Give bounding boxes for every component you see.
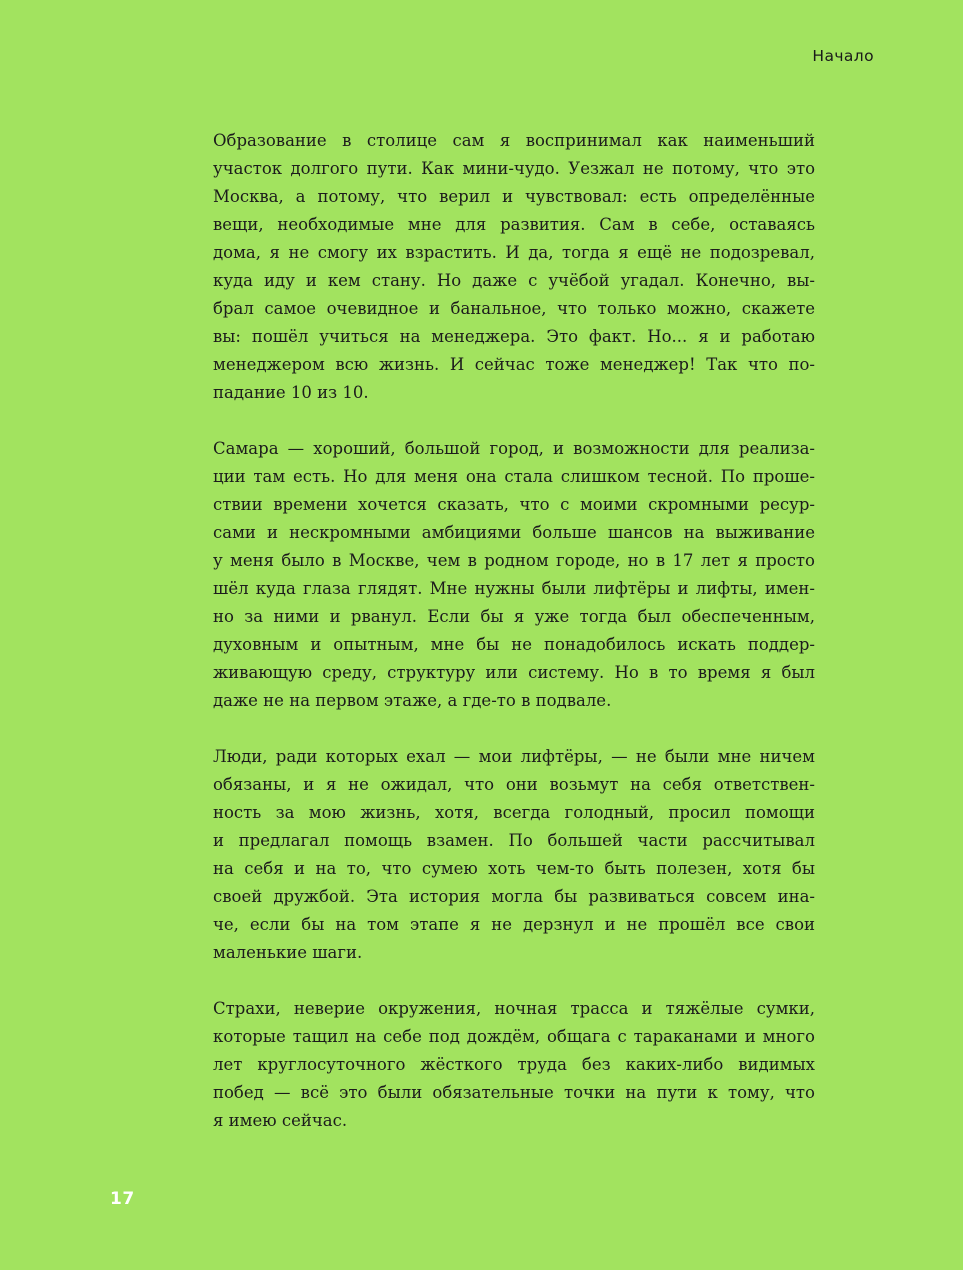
text-line: падание 10 из 10. (213, 383, 369, 402)
paragraph-1 (213, 127, 815, 407)
text-line: сами и нескромными амбициями больше шансов на выживание (213, 523, 815, 542)
text-line: че, если бы на том этапе я не дерзнул и не прошёл все свои (213, 915, 815, 934)
text-line: даже не на первом этаже, а где-то в подвале. (213, 691, 612, 710)
text-line: Страхи, неверие окружения, ночная трасса и тяжёлые сумки, (213, 999, 815, 1018)
text-line: ствии времени хочется сказать, что с моими скромными ресур- (213, 495, 815, 514)
text-line: своей дружбой. Эта история могла бы развиваться совсем ина- (213, 887, 815, 906)
page-number: 17 (110, 1189, 135, 1209)
paragraph-4 (213, 995, 815, 1135)
text-line: ции там есть. Но для меня она стала слишком тесной. По проше- (213, 467, 815, 486)
text-line: Образование в столице сам я воспринимал как наименьший (213, 131, 815, 150)
text-line: и предлагал помощь взамен. По большей части рассчитывал (213, 831, 815, 850)
text-line: брал самое очевидное и банальное, что только можно, скажете (213, 299, 815, 318)
text-line: участок долгого пути. Как мини-чудо. Уезжал не потому, что это (213, 159, 815, 178)
text-line: Самара — хороший, большой город, и возможности для реализа- (213, 439, 815, 458)
paragraph-2 (213, 435, 815, 715)
text-line: я имею сейчас. (213, 1111, 348, 1130)
text-line: вещи, необходимые мне для развития. Сам в себе, оставаясь (213, 215, 815, 234)
text-line: Москва, а потому, что верил и чувствовал: есть определённые (213, 187, 815, 206)
body-text (213, 127, 815, 1163)
text-line: побед — всё это были обязательные точки на пути к тому, что (213, 1083, 815, 1102)
text-line: куда иду и кем стану. Но даже с учёбой угадал. Конечно, вы- (213, 271, 815, 290)
text-line: маленькие шаги. (213, 943, 363, 962)
text-line: Люди, ради которых ехал — мои лифтёры, — не были мне ничем (213, 747, 815, 766)
text-line: которые тащил на себе под дождём, общага с тараканами и много (213, 1027, 815, 1046)
text-line: шёл куда глаза глядят. Мне нужны были лифтёры и лифты, имен- (213, 579, 815, 598)
text-line: вы: пошёл учиться на менеджера. Это факт. Но... я и работаю (213, 327, 815, 346)
text-line: на себя и на то, что сумею хоть чем-то быть полезен, хотя бы (213, 859, 815, 878)
text-line: лет круглосуточного жёсткого труда без каких-либо видимых (213, 1055, 815, 1074)
text-line: но за ними и рванул. Если бы я уже тогда был обеспеченным, (213, 607, 815, 626)
paragraph-3 (213, 743, 815, 967)
text-line: менеджером всю жизнь. И сейчас тоже менеджер! Так что по- (213, 355, 815, 374)
text-line: духовным и опытным, мне бы не понадобилось искать поддер- (213, 635, 815, 654)
running-header: Начало (812, 47, 874, 65)
text-line: у меня было в Москве, чем в родном городе, но в 17 лет я просто (213, 551, 815, 570)
text-line: дома, я не смогу их взрастить. И да, тогда я ещё не подозревал, (213, 243, 815, 262)
text-line: живающую среду, структуру или систему. Но в то время я был (213, 663, 815, 682)
text-line: ность за мою жизнь, хотя, всегда голодный, просил помощи (213, 803, 815, 822)
text-line: обязаны, и я не ожидал, что они возьмут на себя ответствен- (213, 775, 815, 794)
